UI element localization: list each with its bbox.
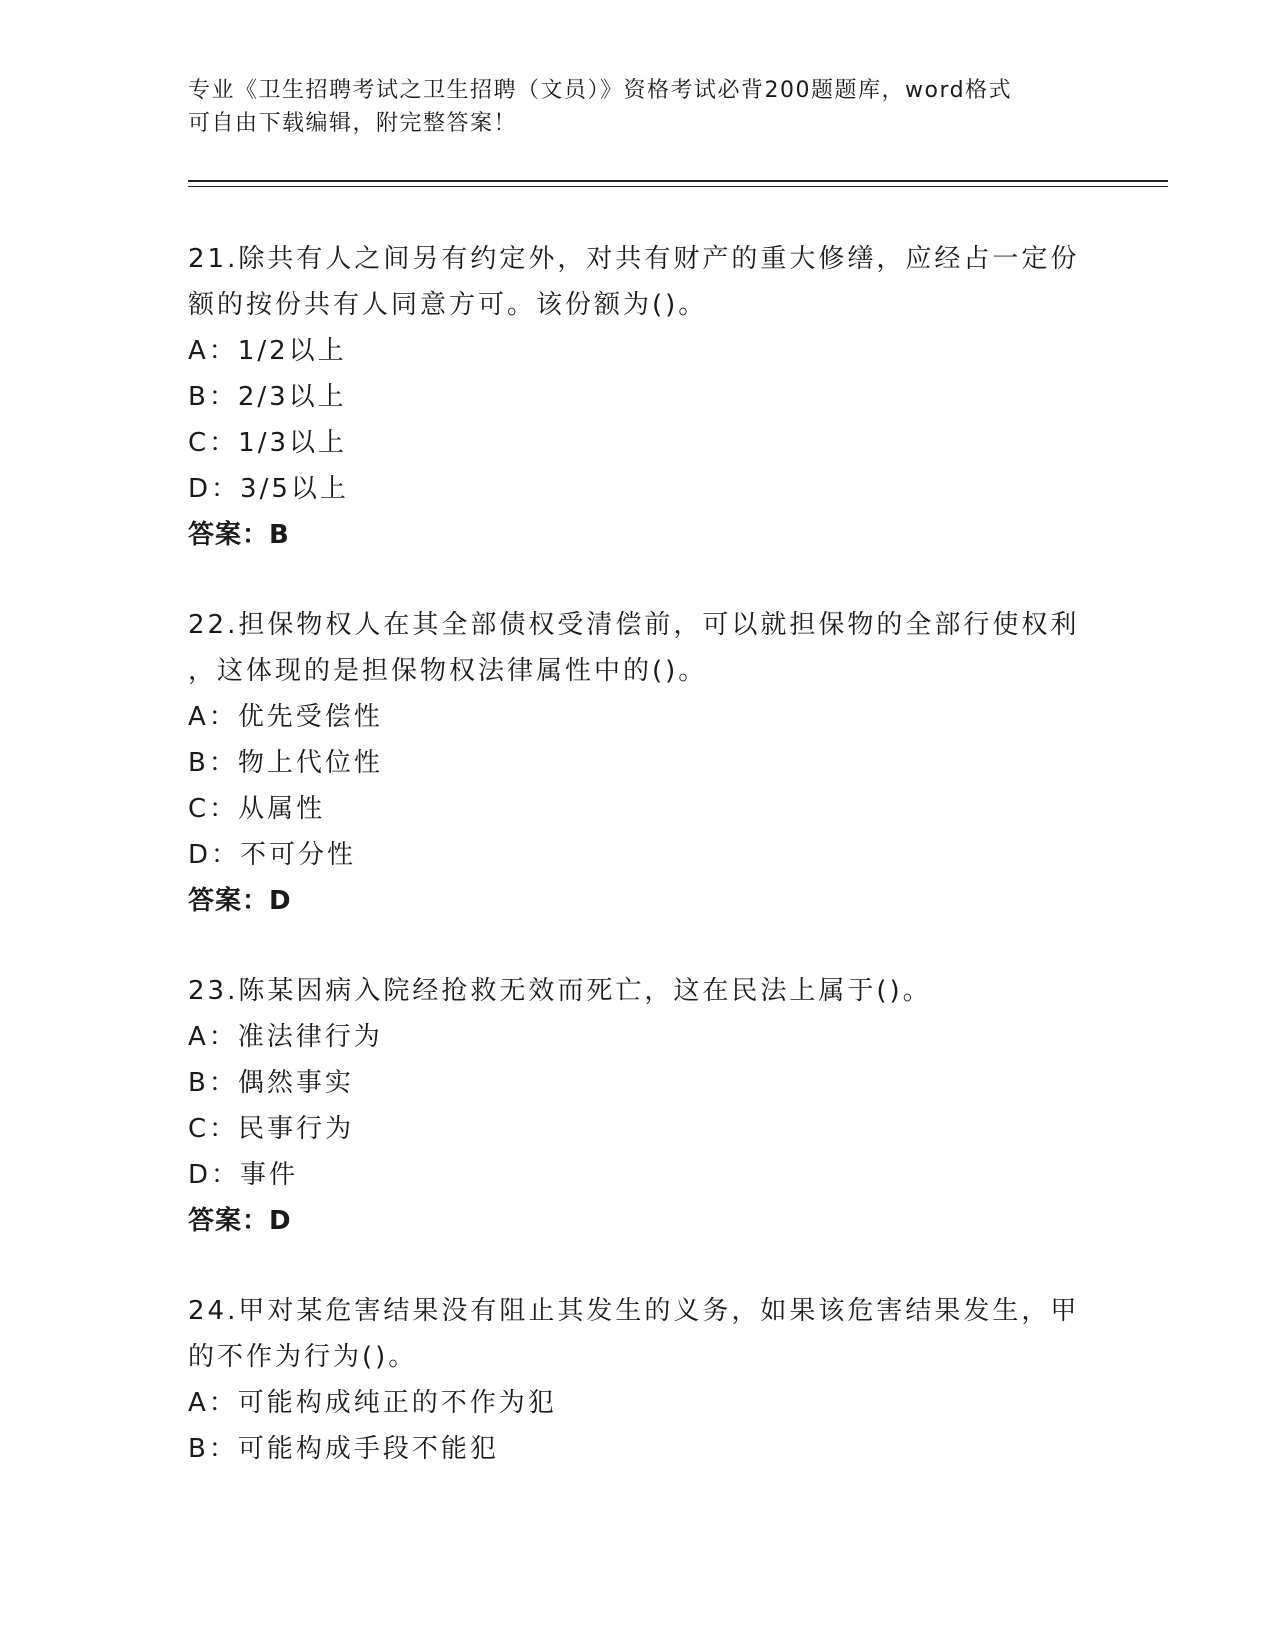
option-b: B：2/3以上 <box>188 382 347 412</box>
option-d: D：事件 <box>188 1160 299 1190</box>
option-b: B：可能构成手段不能犯 <box>188 1434 499 1464</box>
option-a: A：优先受偿性 <box>188 702 383 732</box>
answer-line: 答案：B <box>188 520 290 550</box>
option-a: A：准法律行为 <box>188 1022 383 1052</box>
question-stem-line: 24.甲对某危害结果没有阻止其发生的义务，如果该危害结果发生，甲 <box>188 1296 1080 1326</box>
option-c: C：1/3以上 <box>188 428 347 458</box>
option-a: A：1/2以上 <box>188 336 347 366</box>
question-stem-line: 21.除共有人之间另有约定外，对共有财产的重大修缮，应经占一定份 <box>188 244 1080 274</box>
question-stem-line: 23.陈某因病入院经抢救无效而死亡，这在民法上属于()。 <box>188 976 932 1006</box>
document-header <box>188 74 1068 140</box>
question-22 <box>188 602 1088 924</box>
question-21 <box>188 236 1088 558</box>
header-divider-thin <box>188 186 1168 187</box>
answer-line: 答案：D <box>188 1206 292 1236</box>
question-list <box>188 236 1088 1516</box>
option-b: B：偶然事实 <box>188 1068 354 1098</box>
answer-line: 答案：D <box>188 886 292 916</box>
question-stem-line: 22.担保物权人在其全部债权受清偿前，可以就担保物的全部行使权利 <box>188 610 1080 640</box>
option-c: C：从属性 <box>188 794 326 824</box>
option-d: D：3/5以上 <box>188 474 349 504</box>
header-divider-thick <box>188 180 1168 182</box>
option-c: C：民事行为 <box>188 1114 355 1144</box>
option-a: A：可能构成纯正的不作为犯 <box>188 1388 557 1418</box>
question-24 <box>188 1288 1088 1472</box>
question-stem-line: 额的按份共有人同意方可。该份额为()。 <box>188 290 708 320</box>
question-stem-line: ，这体现的是担保物权法律属性中的()。 <box>188 656 708 686</box>
header-line-2: 可自由下载编辑，附完整答案！ <box>188 111 518 136</box>
option-b: B：物上代位性 <box>188 748 383 778</box>
header-line-1: 专业《卫生招聘考试之卫生招聘（文员）》资格考试必背200题题库，word格式 <box>188 78 1013 103</box>
question-23 <box>188 968 1088 1244</box>
option-d: D：不可分性 <box>188 840 357 870</box>
question-stem-line: 的不作为行为()。 <box>188 1342 418 1372</box>
